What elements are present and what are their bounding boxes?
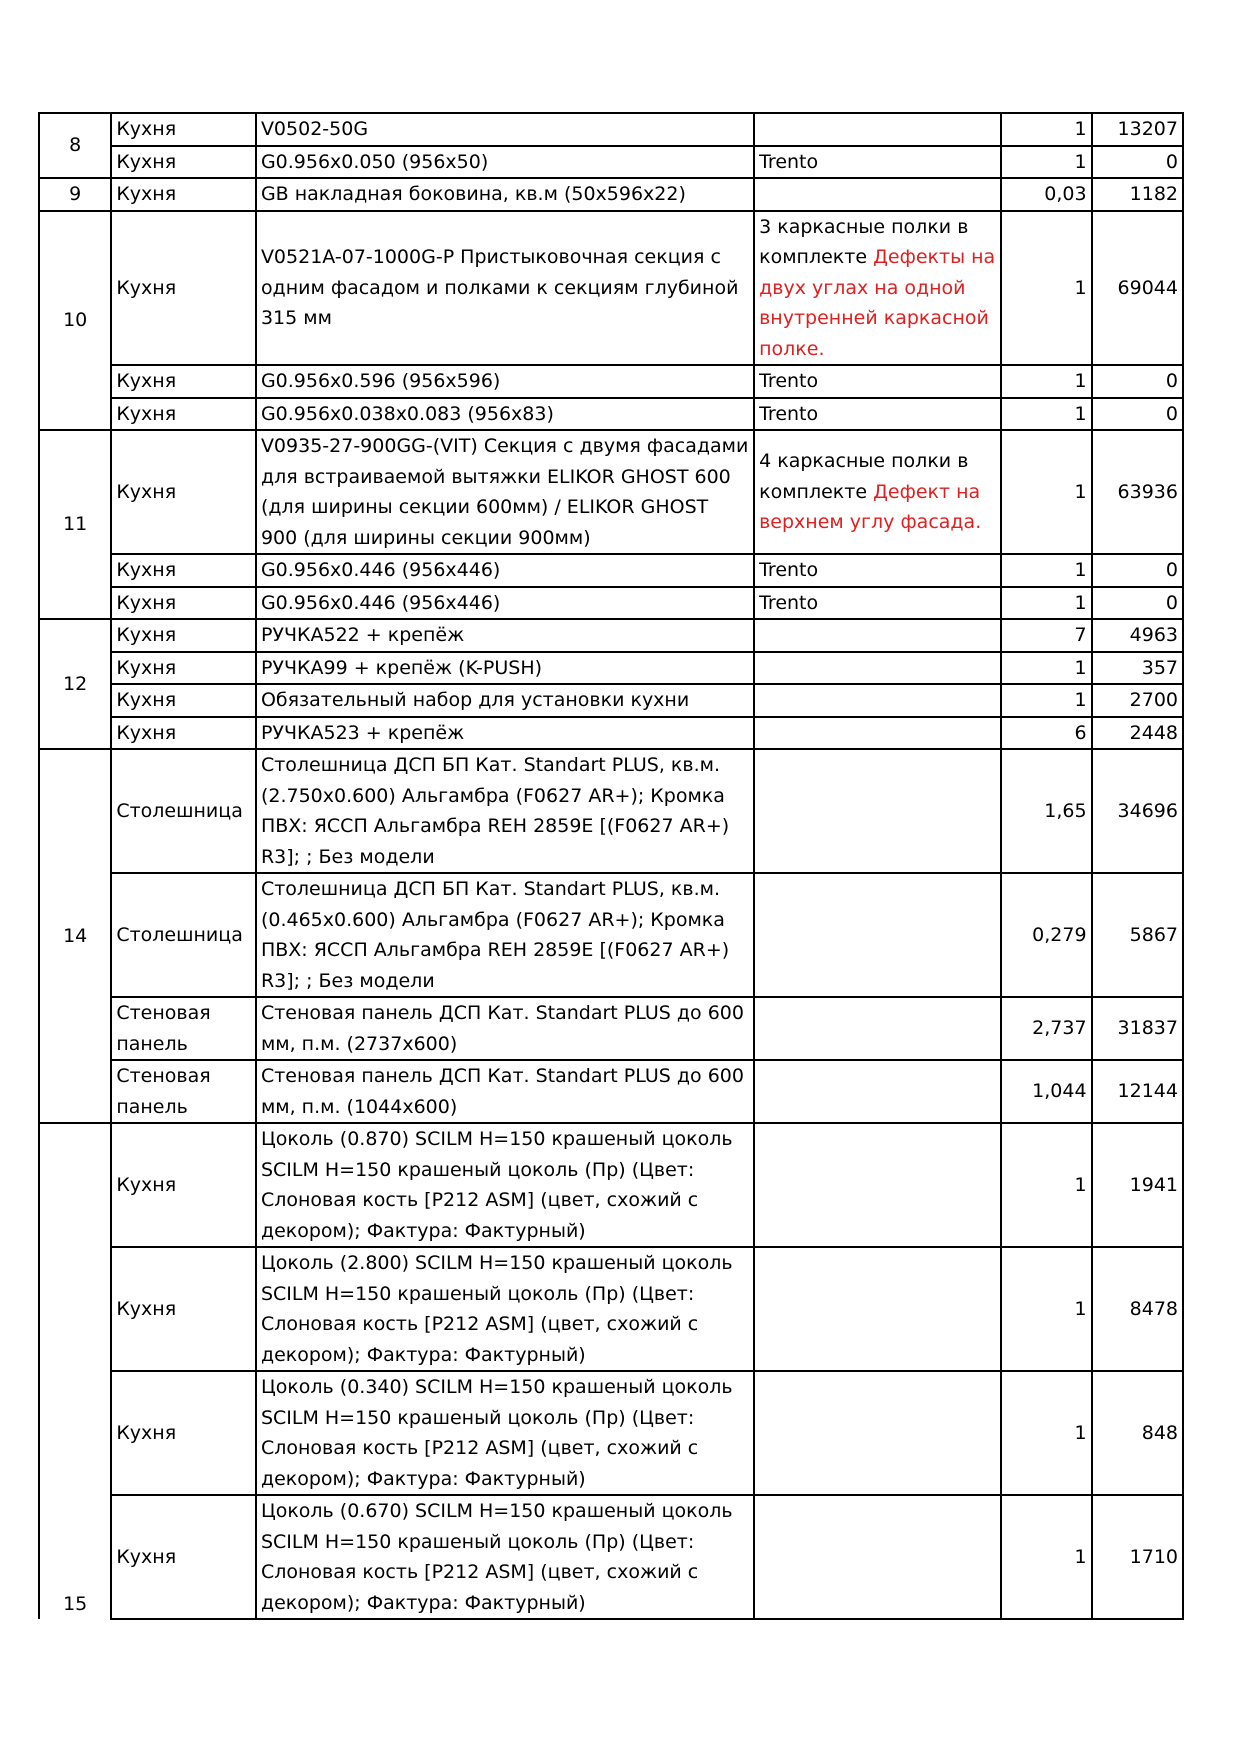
- quantity-cell: 6: [1001, 717, 1091, 750]
- category-cell: Кухня: [111, 398, 256, 431]
- table-row: [39, 652, 1183, 685]
- note-cell: [754, 1247, 1001, 1371]
- quantity-cell: 1: [1001, 652, 1091, 685]
- group-number: 14: [39, 749, 111, 1123]
- price-cell: 1710: [1092, 1495, 1183, 1619]
- note-cell: [754, 1123, 1001, 1247]
- price-cell: 8478: [1092, 1247, 1183, 1371]
- quantity-cell: 1: [1001, 554, 1091, 587]
- note-text: Trento: [759, 370, 819, 392]
- note-cell: [754, 178, 1001, 211]
- quantity-cell: 1: [1001, 587, 1091, 620]
- quantity-cell: 0,03: [1001, 178, 1091, 211]
- group-number: 10: [39, 211, 111, 431]
- price-cell: 31837: [1092, 997, 1183, 1060]
- price-cell: 5867: [1092, 873, 1183, 997]
- note-cell: [754, 1371, 1001, 1495]
- table-row: [39, 365, 1183, 398]
- item-name-cell: Цоколь (0.340) SCILM H=150 крашеный цоколь SCILM H=150 крашеный цоколь (Пр) (Цвет: Слоновая кость [P212 ASM] (цвет, схожий с декором); Фактура: Фактурный): [256, 1371, 754, 1495]
- quantity-cell: 1: [1001, 113, 1091, 146]
- table-row: [39, 146, 1183, 179]
- note-cell: [754, 997, 1001, 1060]
- quantity-cell: 1,65: [1001, 749, 1091, 873]
- item-name-cell: Стеновая панель ДСП Кат. Standart PLUS до 600 мм, п.м. (2737x600): [256, 997, 754, 1060]
- category-cell: Кухня: [111, 1247, 256, 1371]
- price-cell: 0: [1092, 587, 1183, 620]
- category-cell: Кухня: [111, 113, 256, 146]
- price-cell: 0: [1092, 398, 1183, 431]
- items-table-body: [39, 113, 1183, 1619]
- price-cell: 13207: [1092, 113, 1183, 146]
- note-text: Trento: [759, 150, 819, 173]
- category-cell: Столешница: [111, 873, 256, 997]
- item-name-cell: G0.956x0.446 (956x446): [256, 587, 754, 620]
- category-cell: Кухня: [111, 1123, 256, 1247]
- category-cell: Кухня: [111, 365, 256, 398]
- note-cell: [754, 1495, 1001, 1619]
- document-page: [38, 112, 1184, 1620]
- quantity-cell: 1: [1001, 684, 1091, 717]
- table-row: [39, 717, 1183, 750]
- price-cell: 848: [1092, 1371, 1183, 1495]
- table-row: [39, 1123, 1183, 1247]
- table-row: [39, 619, 1183, 652]
- note-cell: [754, 873, 1001, 997]
- item-name-cell: Столешница ДСП БП Кат. Standart PLUS, кв.м. (0.465x0.600) Альгамбра (F0627 AR+); Кромка ПВХ: ЯССП Альгамбра REH 2859E [(F0627 AR+) R3]; ; Без модели: [256, 873, 754, 997]
- note-cell: [754, 1060, 1001, 1123]
- price-cell: 34696: [1092, 749, 1183, 873]
- defect-warning-text: Дефект на верхнем углу фасада.: [759, 480, 982, 534]
- category-cell: Стеновая панель: [111, 1060, 256, 1123]
- table-row: [39, 430, 1183, 554]
- item-name-cell: GB накладная боковина, кв.м (50x596x22): [256, 178, 754, 211]
- item-name-cell: РУЧКА99 + крепёж (K-PUSH): [256, 652, 754, 685]
- price-cell: 1182: [1092, 178, 1183, 211]
- quantity-cell: 1: [1001, 1123, 1091, 1247]
- price-cell: 4963: [1092, 619, 1183, 652]
- note-cell: [754, 211, 1001, 366]
- note-cell: [754, 652, 1001, 685]
- price-cell: 0: [1092, 146, 1183, 179]
- item-name-cell: РУЧКА522 + крепёж: [256, 619, 754, 652]
- item-name-cell: Цоколь (0.670) SCILM H=150 крашеный цоколь SCILM H=150 крашеный цоколь (Пр) (Цвет: Слоновая кость [P212 ASM] (цвет, схожий с декором); Фактура: Фактурный): [256, 1495, 754, 1619]
- note-cell: [754, 717, 1001, 750]
- quantity-cell: 1: [1001, 398, 1091, 431]
- price-cell: 63936: [1092, 430, 1183, 554]
- note-cell: [754, 554, 1001, 587]
- note-text: Trento: [759, 591, 819, 614]
- quantity-cell: 1: [1001, 430, 1091, 554]
- category-cell: Кухня: [111, 178, 256, 211]
- note-cell: [754, 146, 1001, 179]
- price-cell: 2448: [1092, 717, 1183, 750]
- item-name-cell: G0.956x0.596 (956x596): [256, 365, 754, 398]
- note-cell: [754, 619, 1001, 652]
- item-name-cell: Цоколь (2.800) SCILM H=150 крашеный цоколь SCILM H=150 крашеный цоколь (Пр) (Цвет: Слоновая кость [P212 ASM] (цвет, схожий с декором); Фактура: Фактурный): [256, 1247, 754, 1371]
- table-row: [39, 873, 1183, 997]
- table-row: [39, 587, 1183, 620]
- note-cell: [754, 113, 1001, 146]
- table-row: [39, 178, 1183, 211]
- item-name-cell: Столешница ДСП БП Кат. Standart PLUS, кв.м. (2.750x0.600) Альгамбра (F0627 AR+); Кромка ПВХ: ЯССП Альгамбра REH 2859E [(F0627 AR+) R3]; ; Без модели: [256, 749, 754, 873]
- price-cell: 0: [1092, 365, 1183, 398]
- note-cell: [754, 398, 1001, 431]
- item-name-cell: Цоколь (0.870) SCILM H=150 крашеный цоколь SCILM H=150 крашеный цоколь (Пр) (Цвет: Слоновая кость [P212 ASM] (цвет, схожий с декором); Фактура: Фактурный): [256, 1123, 754, 1247]
- category-cell: Стеновая панель: [111, 997, 256, 1060]
- table-row: [39, 554, 1183, 587]
- category-cell: Кухня: [111, 1371, 256, 1495]
- note-cell: [754, 430, 1001, 554]
- note-text: Trento: [759, 559, 819, 581]
- quantity-cell: 1: [1001, 211, 1091, 366]
- table-row: [39, 1495, 1183, 1619]
- category-cell: Кухня: [111, 430, 256, 554]
- price-cell: 0: [1092, 554, 1183, 587]
- item-name-cell: G0.956x0.446 (956x446): [256, 554, 754, 587]
- item-name-cell: V0935-27-900GG-(VIT) Секция с двумя фасадами для встраиваемой вытяжки ELIKOR GHOST 600 (для ширины секции 600мм) / ELIKOR GHOST 900 (для ширины секции 900мм): [256, 430, 754, 554]
- category-cell: Кухня: [111, 684, 256, 717]
- category-cell: Столешница: [111, 749, 256, 873]
- item-name-cell: G0.956x0.050 (956x50): [256, 146, 754, 179]
- item-name-cell: V0521A-07-1000G-P Пристыковочная секция с одним фасадом и полками к секциям глубиной 315 мм: [256, 211, 754, 366]
- quantity-cell: 7: [1001, 619, 1091, 652]
- price-cell: 69044: [1092, 211, 1183, 366]
- category-cell: Кухня: [111, 554, 256, 587]
- category-cell: Кухня: [111, 652, 256, 685]
- table-row: [39, 749, 1183, 873]
- quantity-cell: 1: [1001, 146, 1091, 179]
- price-cell: 2700: [1092, 684, 1183, 717]
- item-name-cell: Стеновая панель ДСП Кат. Standart PLUS до 600 мм, п.м. (1044x600): [256, 1060, 754, 1123]
- quantity-cell: 1,044: [1001, 1060, 1091, 1123]
- group-number: 9: [39, 178, 111, 211]
- quantity-cell: 1: [1001, 1247, 1091, 1371]
- table-row: [39, 997, 1183, 1060]
- item-name-cell: G0.956x0.038x0.083 (956x83): [256, 398, 754, 431]
- note-cell: [754, 365, 1001, 398]
- quantity-cell: 0,279: [1001, 873, 1091, 997]
- note-text: Trento: [759, 402, 819, 425]
- table-row: [39, 113, 1183, 146]
- price-cell: 357: [1092, 652, 1183, 685]
- table-row: [39, 684, 1183, 717]
- category-cell: Кухня: [111, 211, 256, 366]
- price-cell: 1941: [1092, 1123, 1183, 1247]
- note-text: 3 каркасные полки в комплекте: [759, 215, 969, 268]
- table-row: [39, 211, 1183, 366]
- quantity-cell: 1: [1001, 365, 1091, 398]
- defect-warning-text: Дефекты на двух углах на одной внутренней каркасной полке.: [759, 246, 996, 360]
- category-cell: Кухня: [111, 619, 256, 652]
- note-cell: [754, 587, 1001, 620]
- items-table: [38, 112, 1184, 1620]
- table-row: [39, 1247, 1183, 1371]
- item-name-cell: Обязательный набор для установки кухни: [256, 684, 754, 717]
- group-number: 11: [39, 430, 111, 619]
- table-row: [39, 398, 1183, 431]
- quantity-cell: 2,737: [1001, 997, 1091, 1060]
- quantity-cell: 1: [1001, 1495, 1091, 1619]
- note-cell: [754, 749, 1001, 873]
- category-cell: Кухня: [111, 717, 256, 750]
- group-number: 15: [39, 1123, 111, 1619]
- group-number: 8: [39, 113, 111, 178]
- item-name-cell: V0502-50G: [256, 113, 754, 146]
- category-cell: Кухня: [111, 1495, 256, 1619]
- category-cell: Кухня: [111, 146, 256, 179]
- note-text: 4 каркасные полки в комплекте: [759, 450, 969, 503]
- table-row: [39, 1060, 1183, 1123]
- table-row: [39, 1371, 1183, 1495]
- note-cell: [754, 684, 1001, 717]
- price-cell: 12144: [1092, 1060, 1183, 1123]
- quantity-cell: 1: [1001, 1371, 1091, 1495]
- group-number: 12: [39, 619, 111, 749]
- category-cell: Кухня: [111, 587, 256, 620]
- item-name-cell: РУЧКА523 + крепёж: [256, 717, 754, 750]
